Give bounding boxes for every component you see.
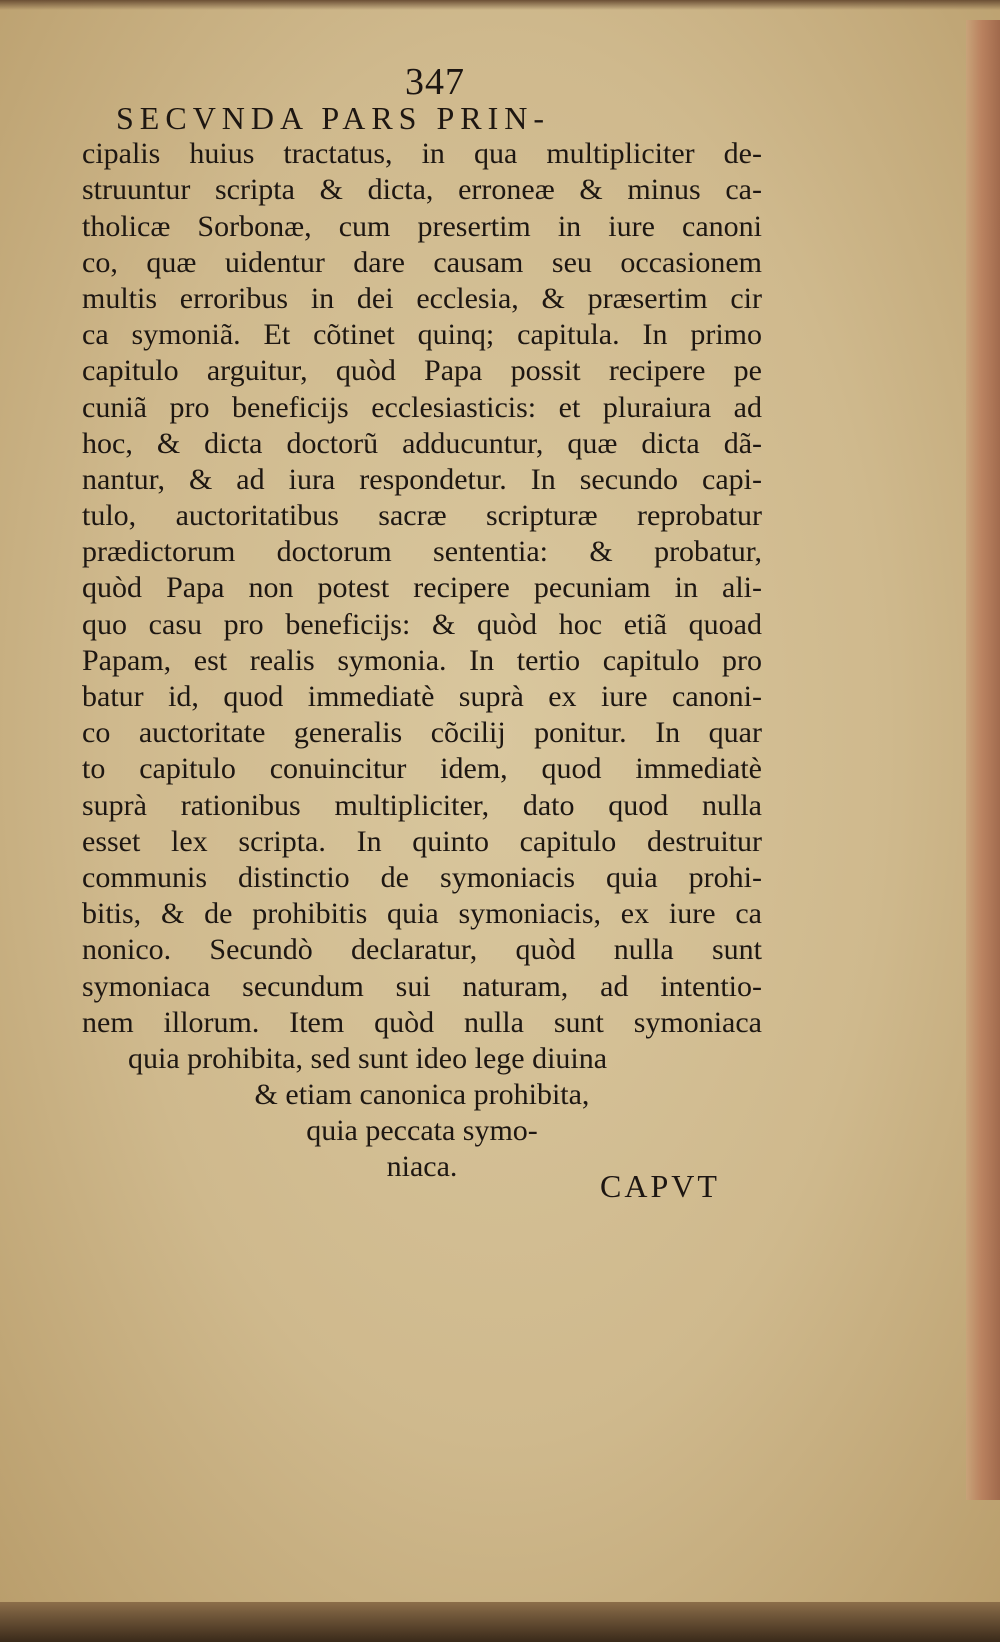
text-line: tholicæ Sorbonæ, cum presertim in iure canoni (82, 209, 762, 243)
text-line: bitis, & de prohibitis quia symoniacis, ex iure ca (82, 897, 762, 931)
page-red-edge (966, 20, 1000, 1500)
text-line: niaca. (386, 1150, 458, 1184)
text-line: nantur, & ad iura respondetur. In secundo capi- (82, 462, 762, 496)
text-line: co, quæ uidentur dare causam seu occasionem (82, 245, 762, 279)
text-line: nem illorum. Item quòd nulla sunt symoniaca (82, 1005, 762, 1039)
main-text (82, 100, 762, 1186)
section-heading: SECVNDA PARS PRIN- (116, 100, 551, 136)
text-line: Papam, est realis symonia. In tertio capitulo pro (82, 643, 762, 677)
text-line: & etiam canonica prohibita, (254, 1078, 590, 1112)
text-line: ca symoniã. Et cõtinet quinq; capitula. In primo (82, 318, 762, 352)
text-line: cipalis huius tractatus, in qua multipliciter de- (82, 137, 762, 171)
text-line: quòd Papa non potest recipere pecuniam in ali- (82, 571, 762, 605)
page-bottom-shadow (0, 1602, 1000, 1642)
text-line: batur id, quod immediatè suprà ex iure canoni- (82, 680, 762, 713)
text-line: communis distinctio de symoniacis quia prohi- (82, 860, 762, 894)
text-line: hoc, & dicta doctorũ adducuntur, quæ dicta dã- (82, 426, 762, 460)
text-line: struuntur scripta & dicta, erroneæ & minus ca- (82, 173, 762, 207)
text-line: esset lex scripta. In quinto capitulo destruitur (82, 824, 762, 858)
text-line: co auctoritate generalis cõcilij ponitur. In quar (82, 716, 762, 750)
text-line: multis erroribus in dei ecclesia, & præsertim cir (82, 281, 762, 315)
page-number: 347 (405, 61, 465, 103)
text-line: suprà rationibus multipliciter, dato quod nulla (82, 788, 762, 822)
text-line: quia prohibita, sed sunt ideo lege diuina (128, 1041, 608, 1075)
text-line: quo casu pro beneficijs: & quòd hoc etiã quoad (82, 607, 762, 641)
text-line: nonico. Secundò declaratur, quòd nulla sunt (82, 933, 762, 967)
text-line: cuniã pro beneficijs ecclesiasticis: et pluraiura ad (82, 390, 762, 424)
page-top-shadow (0, 0, 1000, 10)
text-line: symoniaca secundum sui naturam, ad intentio- (82, 969, 762, 1003)
text-line: tulo, auctoritatibus sacræ scripturæ reprobatur (82, 499, 762, 533)
text-line: capitulo arguitur, quòd Papa possit recipere pe (82, 354, 762, 388)
text-line: to capitulo conuincitur idem, quod immediatè (82, 752, 762, 786)
catchword: CAPVT (600, 1168, 720, 1204)
text-line: prædictorum doctorum sententia: & probatur, (82, 535, 762, 569)
text-line: quia peccata symo- (306, 1114, 538, 1148)
